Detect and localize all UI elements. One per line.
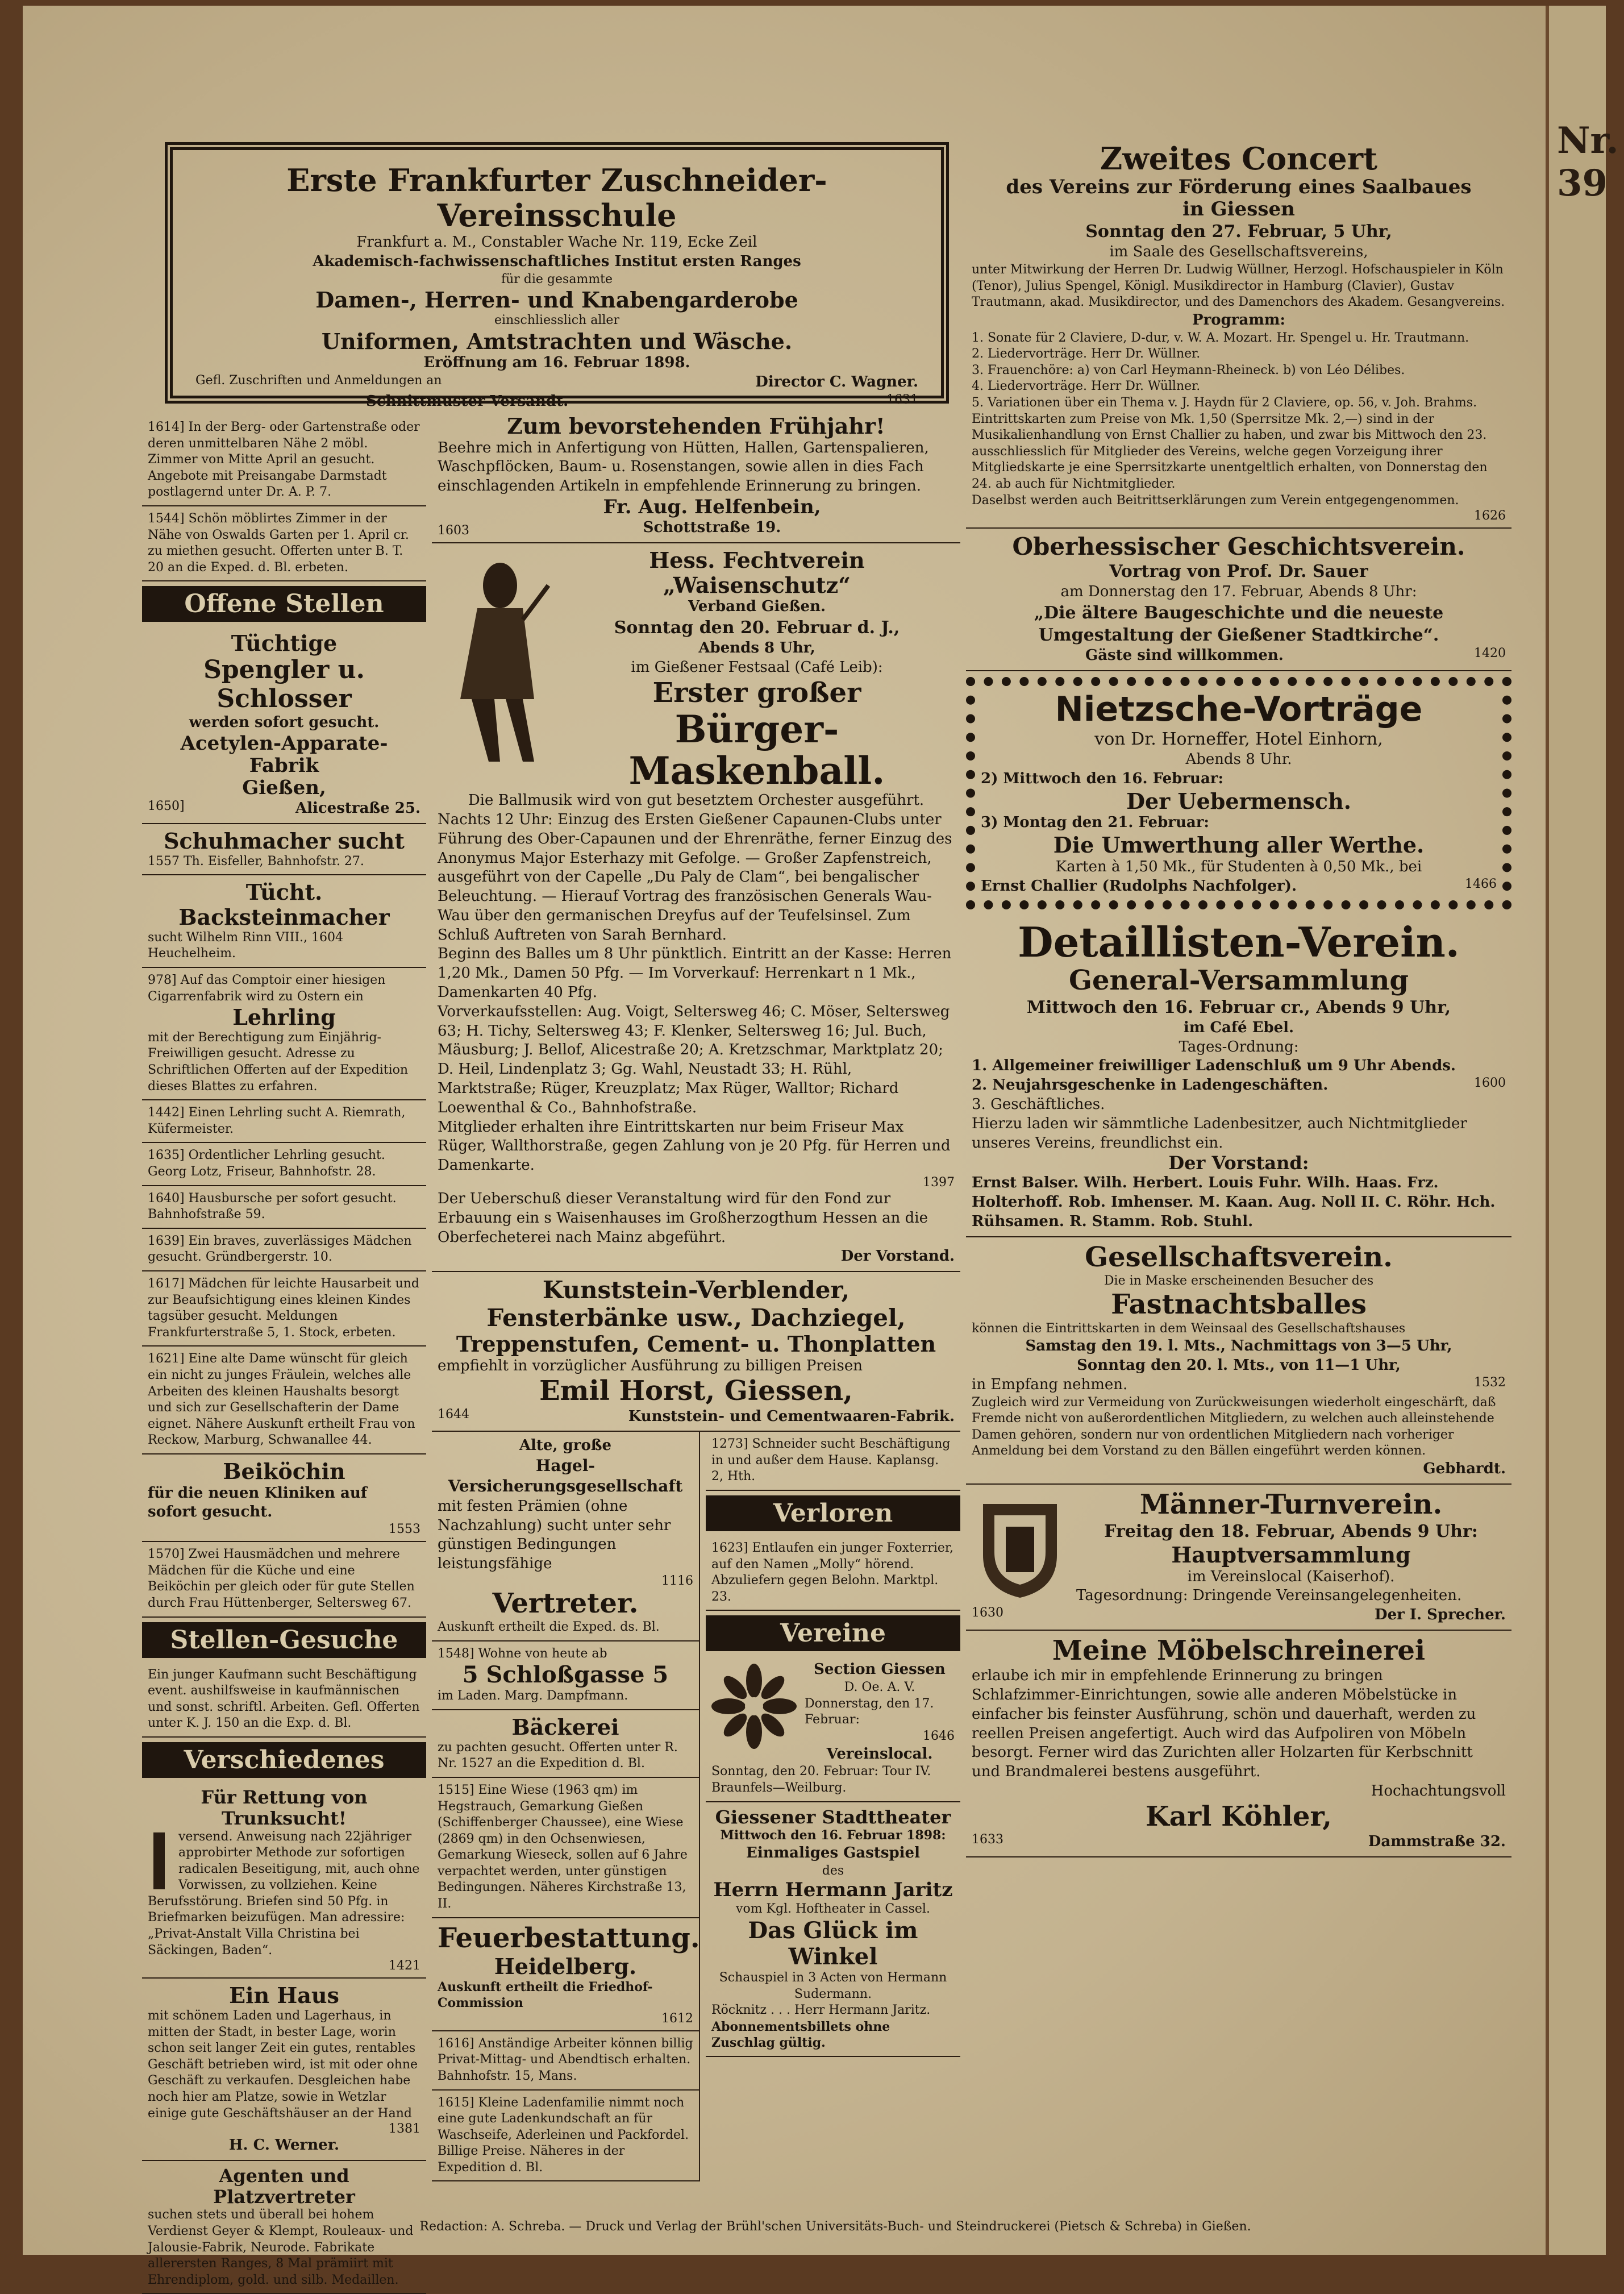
ad-address: Schottstraße 19. (643, 519, 781, 537)
ad-row (438, 1407, 955, 1427)
ad-line: im Vereinslocal (Kaiserhof). (1187, 1568, 1395, 1585)
ad-title: Nietzsche-Vorträge (1055, 689, 1423, 730)
ad-text: Hierzu laden wir sämmtliche Ladenbesitzer, auch Nichtmitglieder unseres Vereins, freundlichst ein. (972, 1115, 1467, 1152)
lost-ad: 1623] Entlaufen ein junger Foxterrier, auf den Namen „Molly“ hörend. Abzuliefern gegen Belohn. Marktpl. 23. (706, 1536, 960, 1611)
ad-text: Nachts 12 Uhr: Einzug des Ersten Gießener Capaunen-Clubs unter Führung des Ober-Capaunen und der Ehrenräthe, ferner Einzug des Anonymus Major Esterhazy mit Gefolge. — Großer Zapfenstreich, ausgeführt von der Capelle „Du Paly de Clam“, bei bengalischer Beleuchtung. — Hierauf Vortrag des französischen Generals Wau-Wau über den germanischen Dreyfus auf der Teufelsinsel. Zum Schluß Auftreten von Sarah Bernhard. (438, 811, 952, 944)
imprint-footer: Redaction: A. Schreba. — Druck und Verlag der Brühl'schen Universitäts-Buch- und Steindruckerei (Pietsch & Schreba) in Gießen. (419, 2220, 1251, 2234)
ad-line: Die in Maske erscheinenden Besucher des (1104, 1273, 1374, 1288)
ad-line: Abends 8 Uhr. (1185, 751, 1292, 768)
ad-line: im Gießener Festsaal (Café Leib): (631, 658, 883, 676)
ad-line: vom Kgl. Hoftheater in Cassel. (736, 1902, 930, 1917)
alpine-club-ad (706, 1656, 960, 1802)
ad-line: Tages-Ordnung: (1179, 1038, 1299, 1055)
nietzsche-ad (966, 677, 1511, 909)
ad-title: Erste Frankfurter Zuschneider-Vereinsschule (286, 162, 827, 234)
job-line: Schuhmacher sucht (164, 828, 405, 854)
job-ad: 1635] Ordentlicher Lehrling gesucht. Georg Lotz, Friseur, Bahnhofstr. 28. (142, 1143, 426, 1186)
ad-signature: Gebhardt. (1423, 1460, 1506, 1477)
job-line: 978] Auf das Comptoir einer hiesigen Cigarrenfabrik wird zu Ostern ein (148, 973, 386, 1004)
ad-row (972, 1606, 1506, 1625)
ad-line: 5 Schloßgasse 5 (462, 1661, 669, 1689)
ad-row (972, 1375, 1506, 1395)
ad-line: Mittwoch den 16. Februar 1898: (720, 1828, 946, 1843)
detaillisten-ad (966, 915, 1511, 1237)
ad-row (972, 1076, 1506, 1095)
job-line: Tüchtige (231, 630, 338, 656)
job-ad (142, 626, 426, 824)
section-header: Verloren (706, 1495, 960, 1531)
ad-line: Sonntag den 27. Februar, 5 Uhr, (1085, 222, 1392, 242)
next-page-edge (1546, 6, 1606, 2255)
misc-ad (142, 1782, 426, 1979)
job-ad: 1442] Einen Lehrling sucht A. Riemrath, Küfermeister. (142, 1100, 426, 1143)
ad-line: Fastnachtsballes (1111, 1289, 1367, 1321)
ad-line: in Giessen (1182, 198, 1295, 221)
edge-page-number: Nr. 39 (1557, 119, 1619, 205)
ad-signature: Der I. Sprecher. (1375, 1606, 1506, 1624)
gesellschaftsverein-ad (966, 1237, 1511, 1485)
misc-line: mit schönem Laden und Lagerhaus, in mitten der Stadt, in bester Lage, worin schon seit langer Zeit ein gutes, rentables Geschäft betrieben wird, ist mit oder ohne Geschäft zu verkaufen. Desgleichen habe noch hier am Platze, sowie in Wetzlar einige gute Geschäftshäuser an der Hand (148, 2008, 418, 2121)
ad-line: Section Giessen (814, 1661, 946, 1678)
section-header: Stellen-Gesuche (142, 1622, 426, 1658)
column-middle (432, 409, 960, 2181)
ad-text: Vorverkaufsstellen: Aug. Voigt, Seltersweg 46; C. Möser, Seltersweg 63; H. Tichy, Seltersweg 43; F. Klenker, Seltersweg 16; Jul. Buch, Mäusburg; J. Bellof, Alicestraße 20; A. Kretzschmar, Marktplatz 20; D. Heil, Lindenplatz 3; Gg. Wahl, Neustadt 33; H. Rühl, Marktstraße; Rüger, Kreuzplatz; Max Rüger, Walltor; Richard Loewenthal & Co., Bahnhofstraße. (438, 1003, 950, 1116)
ad-line: 1548] Wohne von heute ab (438, 1646, 607, 1661)
ad-number: 1650] (148, 799, 185, 814)
ad-line: Damen-, Herren- und Knabengarderobe (315, 287, 798, 313)
ad-number: 1420 (1474, 646, 1506, 661)
ad-line: Schauspiel in 3 Acten von Hermann Sudermann. (719, 1971, 947, 2001)
job-line: sucht Wilhelm Rinn VIII., 1604 Heuchelheim. (148, 930, 344, 961)
ad-text: zu pachten gesucht. Offerten unter R. Nr. 1527 an die Expedition d. Bl. (438, 1740, 678, 1771)
ad-line: Mittwoch den 16. Februar cr., Abends 9 Uhr, (1026, 997, 1451, 1017)
ad-number: 1116 (661, 1574, 693, 1589)
ad-title: Oberhessischer Geschichtsverein. (1012, 533, 1465, 561)
tailor-ad: 1273] Schneider sucht Beschäftigung in und außer dem Hause. Kaplansg. 2, Hth. (706, 1432, 960, 1491)
ad-director: Director C. Wagner. (755, 373, 918, 391)
section-header: Vereine (706, 1615, 960, 1651)
coat-of-arms-icon (972, 1493, 1068, 1601)
ad-text: unter Mitwirkung der Herren Dr. Ludwig Wüllner, Herzogl. Hofschauspieler in Köln (Tenor), Julius Spengel, Königl. Musikdirector in Hamburg (Clavier), Gustav Trautmann, akad. Musikdirector, und des Damenchors des Akadem. Gesangvereins. (972, 263, 1505, 310)
turnverein-ad (966, 1485, 1511, 1631)
job-line: werden sofort gesucht. (189, 714, 380, 732)
job-line: Acetylen-Apparate-Fabrik (180, 732, 388, 778)
misc-line: suchen stets und überall bei hohem Verdienst Geyer & Klempt, Rouleaux- und Jalousie-Fabrik, Neurode. Fabrikate allerersten Ranges, 8 Mal prämiirt mit Ehrendiplom, gold. und silb. Medaillen. (148, 2208, 414, 2287)
ad-number: 1646 (923, 1729, 955, 1744)
ad-line: Verband Gießen. (688, 598, 826, 616)
ad-line: Programm: (1192, 311, 1285, 329)
ad-line: Auskunft ertheilt die Friedhof-Commission (438, 1979, 653, 2011)
ad-number: 1397 (923, 1175, 955, 1190)
ad-row (972, 646, 1506, 666)
ad-line: „Die ältere Baugeschichte und die neueste Umgestaltung der Gießener Stadtkirche“. (1034, 603, 1444, 646)
horst-ad (432, 1272, 960, 1432)
ad-line: Sonntag den 20. Februar d. J., (614, 618, 900, 638)
ad-line: General-Versammlung (1069, 964, 1409, 996)
ad-line: Alte, große (519, 1437, 612, 1454)
ad-line: Samstag den 19. l. Mts., Nachmittags von 3—5 Uhr, (1025, 1337, 1452, 1355)
board-members: Ernst Balser. Wilh. Herbert. Louis Fuhr. Wilh. Haas. Frz. Holterhoff. Rob. Imhenser. M. Kaan. Aug. Noll II. C. Röhr. Hch. Rühsamen. R. Stamm. Rob. Stuhl. (972, 1174, 1496, 1230)
job-line: Lehrling (232, 1004, 336, 1030)
section-header: Offene Stellen (142, 586, 426, 622)
job-line: mit der Berechtigung zum Einjährig-Freiwilligen gesucht. Adresse zu Schriftlichen Offerten auf der Expedition dieses Blattes zu erfahren. (148, 1030, 409, 1094)
classified: 1544] Schön möblirtes Zimmer in der Nähe von Oswalds Garten per 1. April cr. zu miethen gesucht. Offerten unter B. T. 20 an die Exped. d. Bl. erbeten. (142, 506, 426, 581)
ad-line: 3) Montag den 21. Februar: (981, 814, 1210, 832)
ad-address: Dammstraße 32. (1368, 1832, 1506, 1850)
job-ad: 1639] Ein braves, zuverlässiges Mädchen gesucht. Gründbergerstr. 10. (142, 1229, 426, 1271)
ad-line: Vereinslocal. (826, 1745, 933, 1763)
ad-line: Akademisch-fachwissenschaftliches Institut ersten Ranges (313, 252, 801, 270)
ad-signature: Der Vorstand. (840, 1248, 955, 1265)
ad-line: Uniformen, Amtstrachten und Wäsche. (321, 328, 793, 354)
program-item: 5. Variationen über ein Thema v. J. Haydn für 2 Claviere, op. 56, v. Joh. Brahms. (972, 396, 1477, 410)
ad-line: Röcknitz . . . Herr Hermann Jaritz. (711, 2003, 931, 2018)
ad-number: 1612 (661, 2011, 693, 2026)
program-item: 2. Liedervorträge. Herr Dr. Wüllner. (972, 347, 1201, 361)
ad-number: 1631 (886, 392, 918, 407)
ad-number: 1603 (438, 523, 469, 538)
ad-signature (469, 496, 955, 538)
ad-line: in Empfang nehmen. (972, 1375, 1128, 1393)
ad-title: Detaillisten-Verein. (1018, 918, 1460, 967)
bakery-ad (432, 1710, 699, 1778)
column-right (966, 136, 1511, 1857)
ad-line: Der Vorstand: (1168, 1152, 1309, 1174)
job-ad: 1640] Hausbursche per sofort gesucht. Bahnhofstraße 59. (142, 1186, 426, 1229)
job-ad (142, 968, 426, 1100)
ad-line: des Vereins zur Förderung eines Saalbaues (1006, 176, 1472, 199)
concert-ad (966, 136, 1511, 529)
job-line: Gießen, (242, 776, 326, 800)
fechtverein-ad (432, 543, 960, 1272)
program-item: 3. Frauenchöre: a) von Carl Heymann-Rheineck. b) von Léo Délibes. (972, 363, 1405, 377)
ad-name: Fr. Aug. Helfenbein, (603, 496, 821, 519)
moebelschreinerei-ad (966, 1631, 1511, 1857)
program-item: 1. Sonate für 2 Claviere, D-dur, v. W. A. Mozart. Hr. Spengel u. Hr. Trautmann. (972, 330, 1469, 345)
ad-line: Hochachtungsvoll (1371, 1782, 1506, 1800)
ad-line: Donnerstag, den 17. Februar: (805, 1696, 934, 1727)
ad-line: D. Oe. A. V. (844, 1680, 915, 1695)
ad-line: empfiehlt in vorzüglicher Ausführung zu billigen Preisen (438, 1357, 863, 1374)
ad-line: erlaube ich mir in empfehlende Erinnerung zu bringen (972, 1667, 1383, 1685)
ad-address: Frankfurt a. M., Constabler Wache Nr. 119, Ecke Zeil (356, 234, 757, 251)
ad-line: Ernst Challier (Rudolphs Nachfolger). (981, 877, 1297, 895)
ad-title: Zweites Concert (1100, 140, 1378, 177)
column-left (142, 415, 426, 2294)
ad-line: im Laden. Marg. Dampfmann. (438, 1689, 628, 1703)
classified: 1614] In der Berg- oder Gartenstraße oder deren unmittelbaren Nähe 2 möbl. Zimmer von Mitte April an gesucht. Angebote mit Preisangabe Darmstadt postlagernd unter Dr. A. P. 7. (142, 415, 426, 506)
ad-name: Karl Köhler, (1146, 1800, 1332, 1832)
ad-number: 1600 (1474, 1076, 1506, 1091)
misc-line: Ein Haus (229, 1983, 339, 2009)
ad-line: Treppenstufen, Cement- u. Thonplatten (456, 1331, 936, 1357)
section-header: Verschiedenes (142, 1742, 426, 1778)
ad-name: Emil Horst, Giessen, (539, 1375, 853, 1407)
ad-number: 1633 (972, 1832, 1003, 1847)
misc-line: H. C. Werner. (228, 2137, 340, 2154)
ad-headline: Vertreter. (492, 1587, 639, 1620)
theatre-ad (706, 1802, 960, 2057)
job-ad: 1570] Zwei Hausmädchen und mehrere Mädchen für die Küche und eine Beiköchin per gleich oder für gute Stellen durch Frau Hüttenberger, Seltersweg 67. (142, 1542, 426, 1617)
laundry-ad: 1615] Kleine Ladenfamilie nimmt noch eine gute Ladenkundschaft an für Waschseife, Aderleinen und Packfordel. Billige Preise. Näheres in der Expedition d. Bl. (432, 2091, 699, 2182)
ad-number: 1626 (1474, 509, 1506, 523)
ad-number: 1553 (389, 1522, 420, 1537)
job-row (148, 799, 420, 818)
ad-line: Kunststein- und Cementwaaren-Fabrik. (628, 1407, 955, 1425)
agenda-item: 1. Allgemeiner freiwilliger Ladenschluß um 9 Uhr Abends. (972, 1057, 1456, 1075)
ad-text: Beginn des Balles um 8 Uhr pünktlich. Eintritt an der Kasse: Herren 1,20 Mk., Damen 50 Pfg. — Im Vorverkauf: Herrenkart n 1 Mk., Damenkarten 40 Pfg. (438, 945, 952, 1001)
ad-title: Bäckerei (511, 1714, 619, 1740)
job-line: Tücht. Backsteinmacher (178, 879, 390, 930)
ad-line: Hagel-Versicherungsgesellschaft (448, 1456, 683, 1496)
ad-line: für die gesammte (501, 272, 613, 286)
middle-right-sub (700, 1432, 960, 2181)
ad-line: Heidelberg. (494, 1953, 637, 1979)
ad-line: Die Ballmusik wird von gut besetztem Orchester ausgeführt. (468, 792, 925, 809)
job-ad (142, 1454, 426, 1542)
job-line: Alicestraße 25. (295, 800, 420, 817)
meadow-ad: 1515] Eine Wiese (1963 qm) im Hegstrauch, Gemarkung Gießen (Schiffenberger Chaussee), eine Wiese (2869 qm) in den Ochsenwiesen, Gemarkung Wieseck, sollen auf 6 Jahre verpachtet werden, unter günstigen Bedingungen. Näheres Kirchstraße 13, II. (432, 1778, 699, 1918)
ad-line: Tagesordnung: Dringende Vereinsangelegenheiten. (1076, 1587, 1462, 1605)
ad-line: Gefl. Zuschriften und Anmeldungen an (195, 373, 442, 388)
ad-number: 1381 (389, 2122, 420, 2137)
ad-line: Sonntag den 20. l. Mts., von 11—1 Uhr, (1077, 1356, 1401, 1374)
job-line: für die neuen Kliniken auf sofort gesucht. (148, 1484, 367, 1521)
ad-line: Freitag den 18. Februar, Abends 9 Uhr: (1104, 1521, 1478, 1541)
ad-line: können die Eintrittskarten in dem Weinsaal des Gesellschaftshauses (972, 1321, 1406, 1336)
insurance-ad (432, 1432, 699, 1641)
ad-line: Schnittmuster-Versandt. (366, 392, 569, 410)
ad-text: Daselbst werden auch Beitrittserklärungen zum Verein entgegengenommen. (972, 493, 1459, 508)
ad-line: Fensterbänke usw., Dachziegel, (486, 1303, 906, 1332)
history-society-ad (966, 529, 1511, 671)
ad-number: 1630 (972, 1606, 1003, 1620)
ad-title: Gesellschaftsverein. (1085, 1241, 1393, 1273)
job-ad: 1617] Mädchen für leichte Hausarbeit und zur Beaufsichtigung eines kleinen Kindes tagsüber gesucht. Meldungen Frankfurterstraße 5, 1. Stock, erbeten. (142, 1271, 426, 1347)
job-request: Ein junger Kaufmann sucht Beschäftigung event. aushilfsweise in kaufmännischen und sonst. schriftl. Arbeiten. Gefl. Offerten unter K. J. 150 an die Exp. d. Bl. (142, 1663, 426, 1738)
job-line: Spengler u. Schlosser (203, 655, 365, 713)
ad-row (195, 373, 918, 392)
ad-number: 1532 (1474, 1375, 1506, 1390)
ad-row (981, 877, 1497, 896)
ad-title: Hess. Fechtverein „Waisenschutz“ (649, 547, 865, 598)
ad-line: Abends 8 Uhr, (698, 639, 815, 657)
ad-title: Feuerbestattung. (438, 1922, 700, 1954)
ad-line: Einmaliges Gastspiel (746, 1844, 920, 1861)
ad-number: 1421 (389, 1959, 420, 1973)
ad-title: Männer-Turnverein. (1139, 1488, 1443, 1520)
ad-line: des (822, 1863, 844, 1878)
ad-line: Das Glück im Winkel (748, 1917, 918, 1971)
ad-text: Schlafzimmer-Einrichtungen, sowie alle anderen Möbelstücke in einfacher bis feinster Ausführung, schön und dauerhaft, werden zu reellen Preisen angefertigt. Auch wird das Aufpoliren von Möbeln besorgt. Ferner wird das Zurichten aller Holzarten für Kerbschnitt und Brandmalerei bestens ausgeführt. (972, 1686, 1476, 1781)
ad-text: Eintrittskarten zum Preise von Mk. 1,50 (Sperrsitze Mk. 2,—) sind in der Musikalienhandlung von Ernst Challier zu haben, und zwar bis Mittwoch den 23. ausschliesslich für Mitglieder des Vereins, welche gegen Vorzeigung ihrer Mitgliedskarte je eine Sperrsitzkarte unentgeltlich erhalten, von Donnerstag den 24. ab auch für Nichtmitglieder. (972, 412, 1488, 491)
ad-line: Eröffnung am 16. Februar 1898. (423, 354, 690, 372)
ad-line: Erster großer (652, 676, 861, 709)
ad-line: Auskunft ertheilt die Exped. ds. Bl. (438, 1620, 660, 1635)
misc-ad (142, 1979, 426, 2161)
ad-row (972, 1832, 1506, 1852)
middle-left-sub (432, 1432, 700, 2181)
ad-line: im Saale des Gesellschaftsvereins, (1109, 243, 1368, 261)
ad-title: Meine Möbelschreinerei (1052, 1634, 1426, 1667)
job-ad (142, 875, 426, 968)
ad-text: mit festen Prämien (ohne Nachzahlung) sucht unter sehr günstigen Bedingungen leistungsfähige (438, 1497, 671, 1573)
agenda-item: 2. Neujahrsgeschenke in Ladengeschäften. (972, 1077, 1329, 1094)
ad-line: Gäste sind willkommen. (1085, 647, 1284, 664)
meal-ad: 1616] Anständige Arbeiter können billig Privat-Mittag- und Abendtisch erhalten. Bahnhofstr. 15, Mans. (432, 2031, 699, 2091)
ad-line: Karten à 1,50 Mk., für Studenten à 0,50 Mk., bei (1055, 858, 1422, 875)
ad-line: im Café Ebel. (1183, 1019, 1294, 1036)
job-ad (142, 824, 426, 875)
misc-line: versend. Anweisung nach 22jähriger approbirter Methode zur sofortigen radicalen Beseitigung, mit, auch ohne Vorwissen, zu vollziehen. Keine Berufsstörung. Briefen sind 50 Pfg. in Briefmarken beizufügen. Man adressire: „Privat-Anstalt Villa Christina bei Säckingen, Baden“. (148, 1829, 420, 1958)
ad-line: Der Uebermensch. (1126, 788, 1351, 814)
cremation-ad (432, 1918, 699, 2031)
misc-line: Agenten und Platzvertreter (213, 2164, 355, 2208)
figure-illustration (148, 1832, 170, 1889)
flat-ad (432, 1641, 699, 1710)
ad-title: Giessener Stadttheater (715, 1806, 951, 1828)
ad-number: 1644 (438, 1407, 469, 1422)
job-line: Beiköchin (223, 1458, 345, 1484)
zuschneider-schule-ad (165, 142, 949, 410)
ad-row (195, 392, 918, 412)
ad-line: Hauptversammlung (1171, 1541, 1411, 1568)
agenda-item: 3. Geschäftliches. (972, 1096, 1105, 1113)
ad-text: Zugleich wird zur Vermeidung von Zurückweisungen wiederholt eingeschärft, daß Fremde nicht von außerordentlichen Mitgliedern, zu welchen auch alleinstehende Damen gehören, sondern nur von ordentlichen Mitgliedern nach vorheriger Anmeldung bei dem Vorstand zu den Bällen eingeführt werden können. (972, 1395, 1496, 1458)
ad-line: Vortrag von Prof. Dr. Sauer (1109, 562, 1368, 582)
helfenbein-ad (432, 409, 960, 543)
ad-line: Herrn Hermann Jaritz (713, 1879, 953, 1902)
ad-line: 2) Mittwoch den 16. Februar: (981, 770, 1224, 787)
program-item: 4. Liedervorträge. Herr Dr. Wüllner. (972, 379, 1201, 394)
job-line: 1557 Th. Eisfeller, Bahnhofstr. 27. (148, 854, 364, 868)
ad-line: einschliesslich aller (494, 313, 619, 328)
middle-split (432, 1432, 960, 2181)
ad-row (438, 496, 955, 538)
ad-line: Die Umwerthung aller Werthe. (1053, 832, 1425, 858)
ad-number: 1466 (1465, 876, 1497, 891)
ad-line: Kunststein-Verblender, (542, 1276, 850, 1304)
misc-line: Für Rettung von Trunksucht! (201, 1786, 368, 1829)
ad-line: von Dr. Horneffer, Hotel Einhorn, (1094, 729, 1383, 750)
ad-headline: Bürger-Maskenball. (628, 707, 885, 793)
job-ad: 1621] Eine alte Dame wünscht für gleich ein nicht zu junges Fräulein, welches alle Arbeiten des kleinen Haushalts besorgt und sich zur Gesellschafterin der Dame eignet. Nähere Auskunft ertheilt Frau von Reckow, Marburg, Schwanallee 44. (142, 1347, 426, 1454)
ad-title: Zum bevorstehenden Frühjahr! (507, 413, 885, 439)
ad-line: am Donnerstag den 17. Februar, Abends 8 Uhr: (1060, 583, 1417, 601)
ad-line: Abonnementsbillets ohne Zuschlag gültig. (711, 2019, 890, 2051)
ad-line: Sonntag, den 20. Februar: Tour IV. Braunfels—Weilburg. (711, 1764, 931, 1796)
ad-text: Beehre mich in Anfertigung von Hütten, Hallen, Gartenspalieren, Waschpflöcken, Baum- u. Rosenstangen, sowie allen in dies Fach einschlagenden Artikeln in empfehlende Erinnerung zu bringen. (438, 439, 929, 495)
masked-figure-illustration (438, 551, 551, 767)
ad-text: Mitglieder erhalten ihre Eintrittskarten nur beim Friseur Max Rüger, Wallthorstraße, gegen Zahlung von je 20 Pfg. für Herren und Damenkarte. (438, 1118, 951, 1174)
edelweiss-icon (711, 1664, 797, 1749)
ad-text: Der Ueberschuß dieser Veranstaltung wird für den Fond zur Erbauung ein s Waisenhauses im Großherzogthum Hessen an die Oberfecheterei nach Mainz abgeführt. (438, 1190, 928, 1246)
